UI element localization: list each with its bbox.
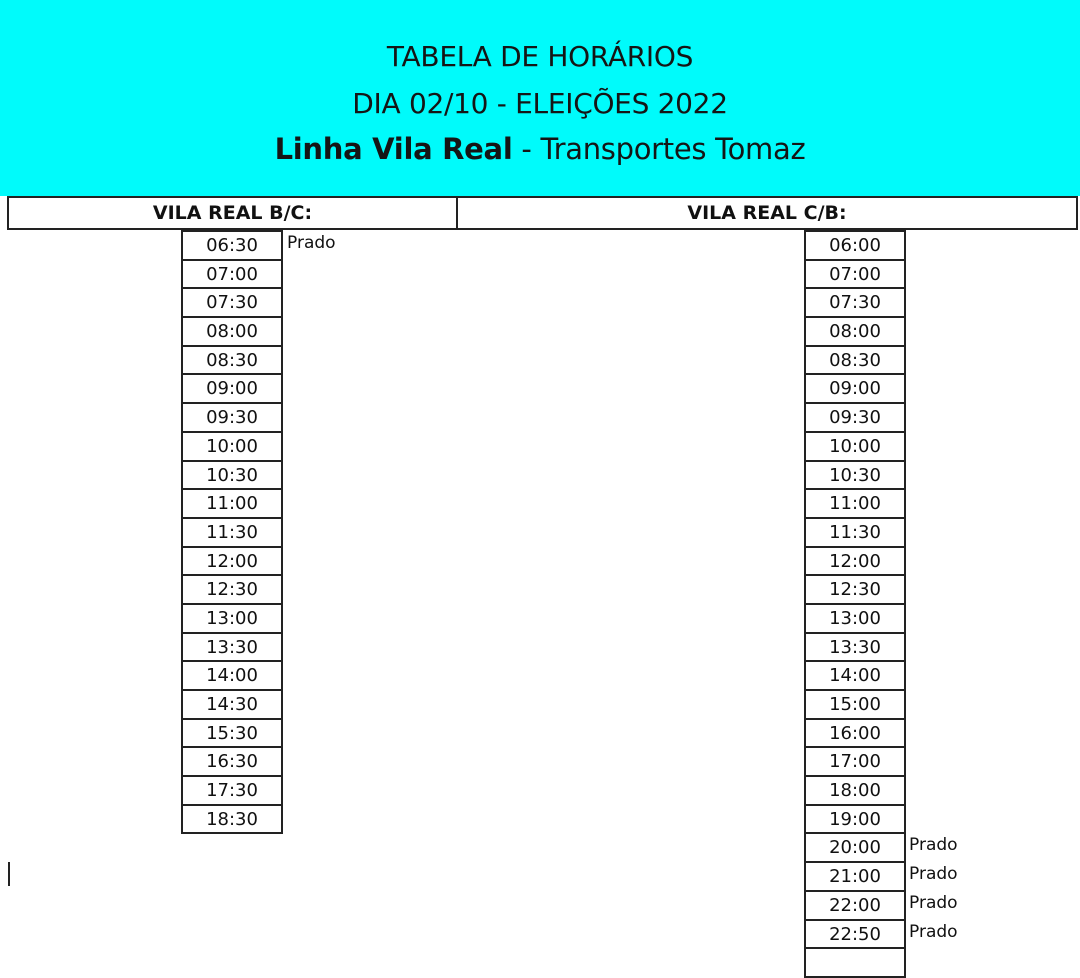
- time-cell: 14:30: [183, 691, 281, 720]
- stop-note: Prado: [909, 892, 958, 913]
- stop-note: [909, 431, 958, 460]
- stop-note: [909, 660, 958, 689]
- stop-note: [287, 718, 336, 747]
- time-cell: 07:00: [183, 261, 281, 290]
- time-cell: 16:00: [806, 720, 904, 749]
- text-cursor-mark: [8, 862, 10, 886]
- time-cell: 11:00: [806, 490, 904, 519]
- time-cell: 17:30: [183, 777, 281, 806]
- time-cell: 21:00: [806, 863, 904, 892]
- stop-note: [287, 804, 336, 833]
- time-cell: 18:30: [183, 806, 281, 835]
- time-cell: 12:00: [806, 548, 904, 577]
- time-cell: 20:00: [806, 834, 904, 863]
- header-line: [0, 132, 1080, 166]
- time-cell: 11:30: [806, 519, 904, 548]
- time-cell: 08:00: [806, 318, 904, 347]
- time-cell: 13:30: [183, 634, 281, 663]
- stop-note: [287, 402, 336, 431]
- header-date: DIA 02/10 - ELEIÇÕES 2022: [352, 87, 728, 120]
- time-cell: 16:30: [183, 748, 281, 777]
- column-header-cb: VILA REAL C/B:: [687, 202, 847, 224]
- stop-note: [909, 718, 958, 747]
- stop-note: [909, 775, 958, 804]
- times-column-cb: [804, 230, 906, 978]
- time-cell: 22:00: [806, 892, 904, 921]
- stop-note: [287, 603, 336, 632]
- time-cell: 13:00: [806, 605, 904, 634]
- stop-note: [909, 287, 958, 316]
- stop-note: [909, 373, 958, 402]
- notes-column-bc: [287, 230, 336, 832]
- stop-note: [909, 689, 958, 718]
- stop-note: [909, 259, 958, 288]
- time-cell: 09:00: [806, 375, 904, 404]
- stop-note: [909, 546, 958, 575]
- stop-note: [287, 689, 336, 718]
- time-cell: 19:00: [806, 806, 904, 835]
- time-cell: 08:00: [183, 318, 281, 347]
- time-cell: 09:00: [183, 375, 281, 404]
- time-cell: 06:30: [183, 232, 281, 261]
- time-cell: 06:00: [806, 232, 904, 261]
- stop-note: [287, 488, 336, 517]
- company-name: - Transportes Tomaz: [512, 132, 806, 166]
- stop-note: [287, 316, 336, 345]
- stop-note: [287, 660, 336, 689]
- time-cell: 09:30: [806, 404, 904, 433]
- time-cell: 08:30: [806, 347, 904, 376]
- column-header-bc: VILA REAL B/C:: [9, 198, 458, 228]
- stop-note: [287, 431, 336, 460]
- time-cell: 15:30: [183, 720, 281, 749]
- time-cell: 22:50: [806, 921, 904, 950]
- stop-note: [287, 287, 336, 316]
- stop-note: [909, 746, 958, 775]
- time-cell: 17:00: [806, 748, 904, 777]
- time-cell: 14:00: [806, 662, 904, 691]
- header-title: TABELA DE HORÁRIOS: [386, 40, 694, 73]
- stop-note: [909, 574, 958, 603]
- stop-note: Prado: [909, 864, 958, 885]
- time-cell: 13:00: [183, 605, 281, 634]
- time-cell: 11:00: [183, 490, 281, 519]
- stop-note: [287, 517, 336, 546]
- time-cell: 15:00: [806, 691, 904, 720]
- stop-note: [909, 316, 958, 345]
- stop-note: [909, 517, 958, 546]
- times-column-bc: [181, 230, 283, 834]
- time-cell: 07:30: [806, 289, 904, 318]
- stop-note: [287, 460, 336, 489]
- stop-note: [909, 804, 958, 833]
- stop-note: [287, 574, 336, 603]
- time-cell: 10:30: [183, 462, 281, 491]
- stop-note: [909, 402, 958, 431]
- time-cell: [806, 949, 904, 978]
- stop-note: [909, 947, 958, 976]
- time-cell: 08:30: [183, 347, 281, 376]
- stop-note: [909, 345, 958, 374]
- time-cell: 10:00: [806, 433, 904, 462]
- stop-note: [287, 259, 336, 288]
- stop-note: [909, 632, 958, 661]
- stop-note: [287, 345, 336, 374]
- time-cell: 10:30: [806, 462, 904, 491]
- time-cell: 09:30: [183, 404, 281, 433]
- notes-column-cb: [909, 230, 958, 976]
- stop-note: [909, 488, 958, 517]
- stop-note: [287, 775, 336, 804]
- stop-note: Prado: [909, 835, 958, 856]
- stop-note: [909, 230, 958, 259]
- time-cell: 12:30: [183, 576, 281, 605]
- time-cell: 18:00: [806, 777, 904, 806]
- stop-note: Prado: [909, 921, 958, 942]
- time-cell: 13:30: [806, 634, 904, 663]
- time-cell: 14:00: [183, 662, 281, 691]
- stop-note: [909, 460, 958, 489]
- stop-note: [287, 632, 336, 661]
- stop-note: [287, 546, 336, 575]
- header-banner: [0, 0, 1080, 196]
- line-name: Linha Vila Real: [274, 132, 513, 166]
- stop-note: [909, 603, 958, 632]
- time-cell: 10:00: [183, 433, 281, 462]
- stop-note: [287, 373, 336, 402]
- table-header-row: [7, 196, 1078, 230]
- time-cell: 07:00: [806, 261, 904, 290]
- stop-note: [287, 746, 336, 775]
- time-cell: 11:30: [183, 519, 281, 548]
- time-cell: 07:30: [183, 289, 281, 318]
- time-cell: 12:00: [183, 548, 281, 577]
- time-cell: 12:30: [806, 576, 904, 605]
- stop-note: Prado: [287, 233, 336, 253]
